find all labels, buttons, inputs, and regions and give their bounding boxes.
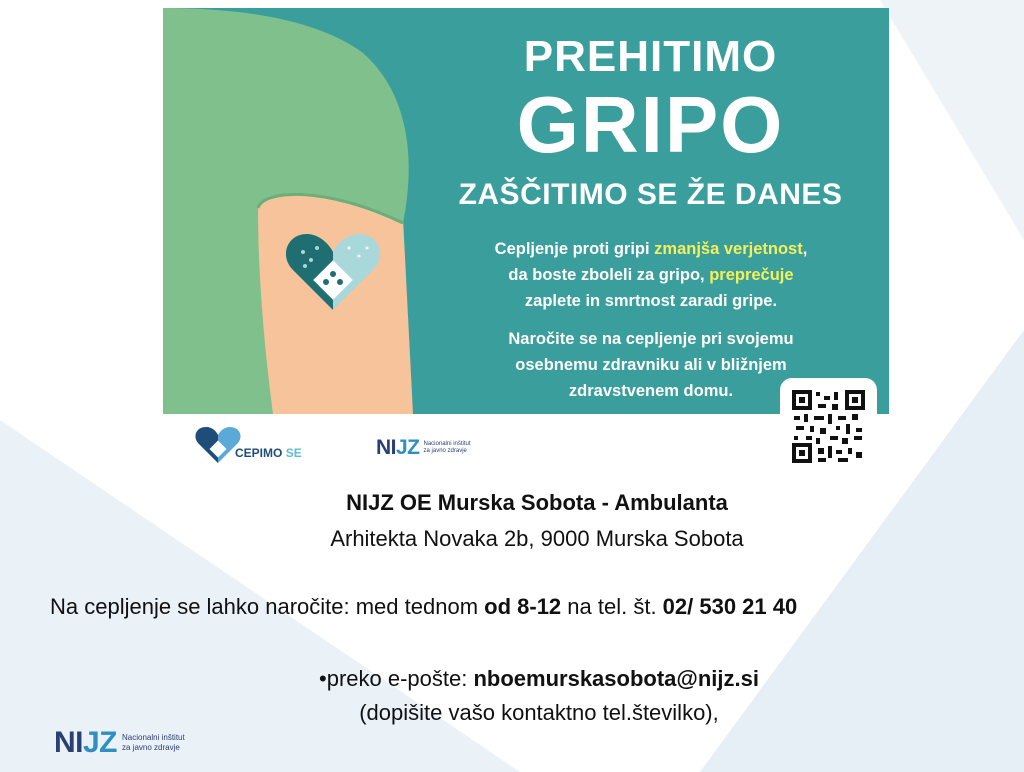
qr-code[interactable] xyxy=(780,378,877,474)
poster-paragraph-booking: Naročite se na cepljenje pri svojemu osebnemu zdravniku ali v bližnjem zdravstvenem domu. xyxy=(508,330,794,400)
cepimo-se-logo: CEPIMO SE xyxy=(195,426,302,464)
nijz-footer-logo: NIJZ Nacionalni inštitut za javno zdravje xyxy=(54,726,185,759)
phone-note: (dopišite vašo kontaktno tel.številko), xyxy=(359,700,719,725)
appointment-info: Na cepljenje se lahko naročite: med tednom od 8-12 na tel. št. 02/ 530 21 40 xyxy=(50,594,798,619)
appointment-hours: od 8-12 xyxy=(484,594,562,619)
headline-prehitimo: PREHITIMO xyxy=(523,32,778,81)
flu-vaccination-poster xyxy=(163,8,889,486)
headline-gripo: GRIPO xyxy=(516,80,785,169)
poster-paragraph-benefits: Cepljenje proti gripi zmanjša verjetnost, da boste zboleli za gripo, preprečuje zaplete in smrtnost zaradi gripe. xyxy=(494,240,808,310)
nijz-poster-logo: NIJZ Nacionalni inštitut za javno zdravje xyxy=(376,436,471,459)
qr-code-icon xyxy=(792,390,865,463)
vaccinated-arm-illustration xyxy=(163,8,423,414)
appointment-phone: 02/ 530 21 40 xyxy=(662,594,798,619)
organization-name: NIJZ OE Murska Sobota - Ambulanta xyxy=(346,490,728,515)
email-info: •preko e-pošte: nboemurskasobota@nijz.si xyxy=(319,666,759,691)
email-link[interactable]: nboemurskasobota@nijz.si xyxy=(473,666,759,691)
organization-address: Arhitekta Novaka 2b, 9000 Murska Sobota xyxy=(330,526,744,551)
headline-zascitimo: ZAŠČITIMO SE ŽE DANES xyxy=(458,178,843,211)
